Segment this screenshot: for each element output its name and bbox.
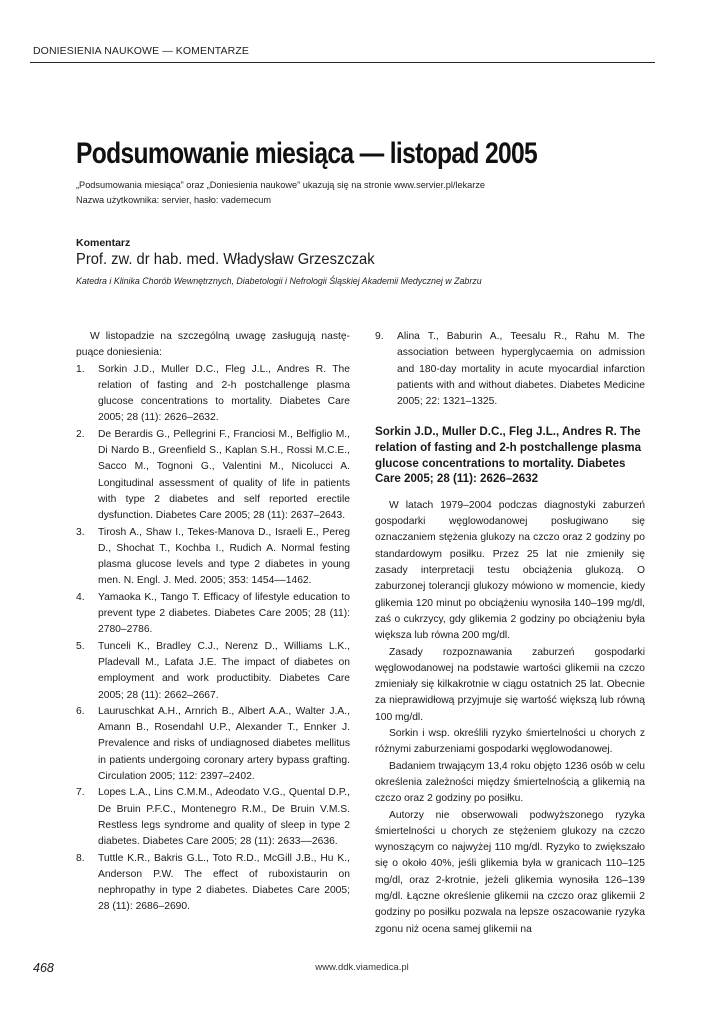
reference-item [76,525,350,590]
reference-number: 5. [76,640,85,652]
reference-text: De Berardis G., Pellegrini F., Franciosi M., Belfiglio M., Di Nardo B., Greenfield S., Kaplan S.H., Rossi M.C.E., Sacco M., Tognoni G., Valentini M., Nicolucci A. Longitudinal assessment of quality of life in patients with type 2 diabetes and self reported erectile dysfunction. Diabetes Care 2005; 28 (11): 2637–2643. [98,428,350,522]
reference-number: 3. [76,526,85,538]
commentary-heading: Sorkin J.D., Muller D.C., Fleg J.L., Andres R. The relation of fasting and 2-h postchallenge plasma glucose concentrations to mortality. Diabetes Care 2005; 28 (11): 2626–2632 [375,425,642,486]
section-header-label: DONIESIENIA NAUKOWE — KOMENTARZE [33,45,249,57]
reference-text: Tuttle K.R., Bakris G.L., Toto R.D., McGill J.B., Hu K., Anderson P.W. The effect of ruboxistaurin on nephropathy in type 2 diabetes. Diabetes Care 2005; 28 (11): 2686–2690. [98,852,350,913]
reference-number: 8. [76,852,85,864]
reference-text: Tirosh A., Shaw I., Tekes-Manova D., Israeli E., Pereg D., Shochat T., Kochba I., Rudich A. Normal festing plasma glucose levels and type 2 diabetes in young men. N. Engl. J. Med. 2005; 353: 1454––1462. [98,526,350,587]
reference-list [76,362,350,916]
website-note: „Podsumowania miesiąca” oraz „Doniesienia naukowe” ukazują się na stronie www.servier.pl/lekarze [76,180,486,190]
reference-number: 7. [76,787,85,799]
commentary-paragraph: Sorkin i wsp. określili ryzyko śmiertelności u chorych z różnymi zaburzeniami gospodarki węglowodanowej. [375,728,645,756]
login-note: Nazwa użytkownika: servier, hasło: vademecum [76,195,272,205]
reference-number: 1. [76,363,85,375]
reference-item [375,329,645,410]
left-column [76,329,350,916]
commentary-paragraph: W latach 1979–2004 podczas diagnostyki zaburzeń gospodarki węglowodanowej posługiwano się oznaczaniem stężenia glukozy na czczo oraz 2 godziny po standardowym posiłku. Przez 25 lat nie zmieniły się zasady interpretacji testu obciążenia glukozą. O zaburzonej tolerancji glukozy mówiono w momencie, kiedy glikemia 120 minut po obciążeniu wynosiła 140–199 mg/dl, zaś o cukrzycy, gdy glikemia 2 godziny po obciążeniu była większa lub równa 200 mg/dl. [375,499,645,642]
right-column [375,329,645,938]
header-divider [30,62,655,63]
reference-text: Yamaoka K., Tango T. Efficacy of lifestyle education to prevent type 2 diabetes. Diabetes Care 2005; 28 (11): 2780–2786. [98,591,350,636]
page-number: 468 [33,961,54,975]
article-title: Podsumowanie miesiąca — listopad 2005 [76,137,538,170]
reference-text: Alina T., Baburin A., Teesalu R., Rahu M. The association between hyperglycaemia on admission and 180-day mortality in acute myocardial infarction patients with and without diabetes. Diabetes Medicine 2005; 22: 1321–1325. [397,331,645,408]
reference-number: 9. [375,331,384,342]
reference-item [76,704,350,785]
reference-text: Sorkin J.D., Muller D.C., Fleg J.L., Andres R. The relation of fasting and 2-h postchallenge plasma glucose concentrations to mortality. Diabetes Care 2005; 28 (11): 2626–2632. [98,363,350,424]
reference-text: Tunceli K., Bradley C.J., Nerenz D., Williams L.K., Pladevall M., Lafata J.E. The impact of diabetes on employment and work productibity. Diabetes Care 2005; 28 (11): 2662–2667. [98,640,350,701]
commentary-paragraph: Autorzy nie obserwowali podwyższonego ryzyka śmiertelności u chorych ze stężeniem glukozy na czczo wynoszącym co najwyżej 110 mg/dl. Ryzyko to zwiększało się o około 40%, jeśli glikemia była w granicach 110–125 mg/dl, oraz 2-krotnie, jeżeli glikemia wynosiła 126–139 mg/dl. Łączne określenie glikemii na czczo oraz glikemii 2 godziny po posiłku pozwala na lepsze oszacowanie ryzyka zgonu niż ocena samej glikemii na [375,809,645,935]
reference-item [76,590,350,639]
reference-text: Lauruschkat A.H., Arnrich B., Albert A.A., Walter J.A., Amann B., Rosendahl U.P., Alexander T., Ennker J. Prevalence and risks of undiagnosed diabetes mellitus in patients undergoing coronary artery bypass grafting. Circulation 2005; 112: 2397–2402. [98,705,350,783]
reference-item [76,785,350,850]
commentary-paragraph: Zasady rozpoznawania zaburzeń gospodarki węglowodanowej na podstawie wartości glikemii na czczo zmieniały się kilkakrotnie w ciągu ostatnich 25 lat. Obecnie za nieprawidłową przyjmuje się wartość większą lub równą 100 mg/dl. [375,646,645,723]
reference-number: 2. [76,428,85,440]
reference-list-continued [375,329,645,410]
reference-item [76,851,350,916]
author-affiliation: Katedra i Klinika Chorób Wewnętrznych, Diabetologii i Nefrologii Śląskiej Akademii Medycznej w Zabrzu [76,276,482,287]
commentary-paragraph: Badaniem trwającym 13,4 roku objęto 1236 osób w celu określenia zależności między śmiertelnością a glikemią na czczo oraz 2 godziny po posiłku. [375,760,645,805]
reference-item [76,362,350,427]
footer-url: www.ddk.viamedica.pl [315,962,409,973]
reference-number: 6. [76,705,85,717]
reference-item [76,639,350,704]
comment-label: Komentarz [76,237,131,249]
reference-text: Lopes L.A., Lins C.M.M., Adeodato V.G., Quental D.P., De Bruin P.F.C., Montenegro R.M., De Bruin V.M.S. Restless legs syndrome and quality of sleep in type 2 diabetes. Diabetes Care 2005; 28 (11): 2633––2636. [98,787,350,848]
reference-number: 4. [76,591,85,603]
author-name: Prof. zw. dr hab. med. Władysław Grzeszczak [76,251,375,268]
reference-item [76,427,350,525]
intro-paragraph: W listopadzie na szczególną uwagę zasługują nastę-puące doniesienia: [76,331,350,359]
